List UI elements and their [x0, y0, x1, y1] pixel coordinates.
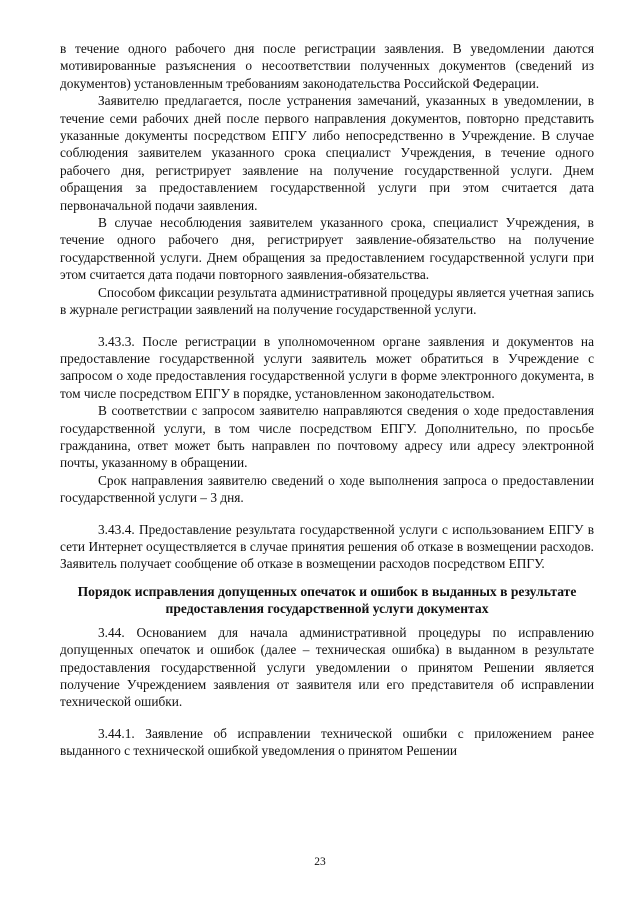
- paragraph-response-term: Срок направления заявителю сведений о ходе выполнения запроса о предоставлении государственной услуги – 3 дня.: [60, 472, 594, 506]
- paragraph-3-43-4: 3.43.4. Предоставление результата государственной услуги с использованием ЕПГУ в сети Интернет осуществляется в случае принятия решения об отказе в возмещении расходов. Заявитель получает сообщение об отказе в возмещении расходов посредством ЕПГУ.: [60, 521, 594, 572]
- paragraph-fixation-method: Способом фиксации результата административной процедуры является учетная запись в журнале регистрации заявлений на получение государственной услуги.: [60, 284, 594, 318]
- paragraph-3-43-3: 3.43.3. После регистрации в уполномоченном органе заявления и документов на предоставление государственной услуги заявитель может обратиться в Учреждение с запросом о ходе предоставления государственной услуги в форме электронного документа, в том числе посредством ЕПГУ в порядке, установленном законодательством.: [60, 333, 594, 401]
- paragraph-3-44-1: 3.44.1. Заявление об исправлении технической ошибки с приложением ранее выданного с технической ошибкой уведомления о принятом Решении: [60, 725, 594, 759]
- page-number: 23: [314, 856, 326, 868]
- paragraph-request-response: В соответствии с запросом заявителю направляются сведения о ходе предоставления государственной услуги, в том числе посредством ЕПГУ. Дополнительно, по просьбе гражданина, ответ может быть направлен по почтовому адресу или адресу электронной почты, указанному в обращении.: [60, 403, 594, 471]
- paragraph-deadline-missed: В случае несоблюдения заявителем указанного срока, специалист Учреждения, в течение одного рабочего дня, регистрирует заявление-обязательство на получение государственной услуги. Днем обращения за предоставлением государственной услуги при этом считается дата подачи повторного заявления-обязательства.: [60, 215, 594, 283]
- section-heading: Порядок исправления допущенных опечаток и ошибок в выданных в результате предоставления государственной услуги документах: [77, 583, 577, 617]
- paragraph-resubmission: Заявителю предлагается, после устранения замечаний, указанных в уведомлении, в течение семи рабочих дней после первого направления документов, повторно представить указанные документы посредством ЕПГУ либо непосредственно в Учреждение. В случае соблюдения заявителем указанного срока специалист Учреждения, в течение одного рабочего дня, регистрирует заявление на получение государственной услуги. Днем обращения за предоставлением государственной услуги при этом считается дата первоначальной подачи заявления.: [60, 93, 594, 213]
- paragraph-continuation: в течение одного рабочего дня после регистрации заявления. В уведомлении даются мотивированные разъяснения о несоответствии полученных документов (сведений из документов) установленным требованиям законодательства Российской Федерации.: [60, 41, 594, 91]
- document-page: [60, 40, 594, 760]
- paragraph-3-44: 3.44. Основанием для начала административной процедуры по исправлению допущенных опечаток и ошибок (далее – техническая ошибка) в выданном в результате предоставления государственной услуги уведомлении о принятом Решении является получение Учреждением заявления от заявителя или его представителя об исправлении технической ошибки.: [60, 624, 594, 710]
